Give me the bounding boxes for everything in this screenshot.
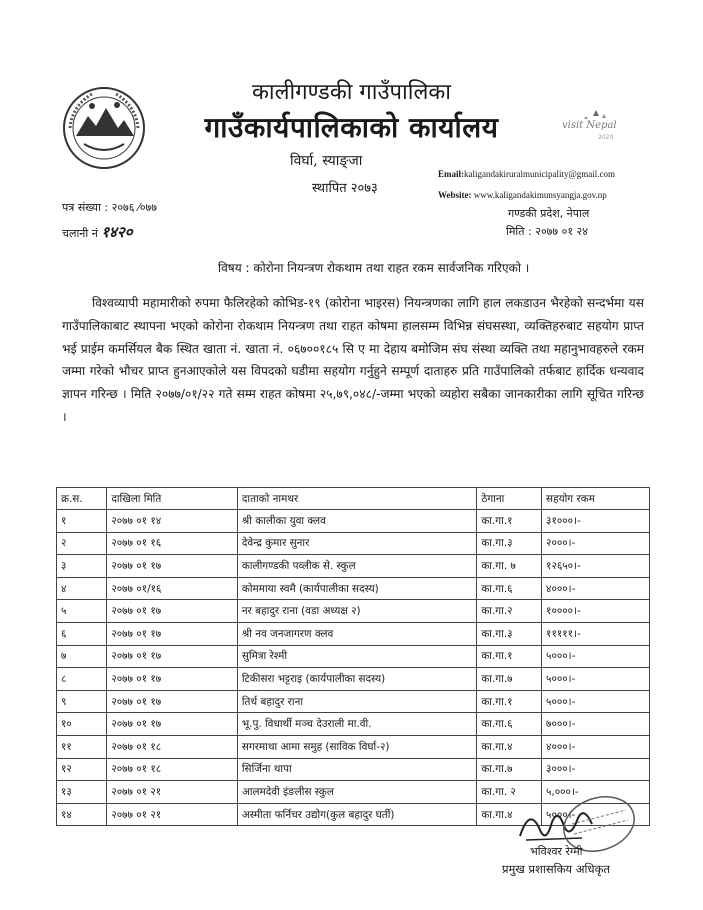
cell-date: २०७७ ०१ १७ xyxy=(107,600,238,623)
website-url: www.kaligandakimunsyangja.gov.np xyxy=(473,190,607,200)
cell-address: का.गा.७ xyxy=(477,758,542,781)
cell-sn: १ xyxy=(57,510,107,533)
cell-date: २०७७ ०१ १७ xyxy=(107,713,238,736)
cell-amount: १११११।- xyxy=(542,622,650,645)
cell-date: २०७७ ०१ १७ xyxy=(107,622,238,645)
table-row xyxy=(57,735,650,758)
cell-date: २०७७ ०१ १७ xyxy=(107,555,238,578)
cell-donor: आलमदेवी इंङलीस स्कुल xyxy=(237,781,476,804)
province: गण्डकी प्रदेश, नेपाल xyxy=(508,207,590,220)
cell-date: २०७७ ०१ १८ xyxy=(107,758,238,781)
cell-date: २०७७ ०१/१६ xyxy=(107,577,238,600)
email-label: Email: xyxy=(438,169,464,179)
cell-amount: २०००।- xyxy=(542,532,650,555)
table-row xyxy=(57,645,650,668)
table-row xyxy=(57,668,650,691)
cell-donor: कोममाया स्वमै (कार्यपालीका सदस्य) xyxy=(237,577,476,600)
cell-donor: श्री कालीका युवा क्लव xyxy=(237,510,476,533)
cell-address: का.गा.६ xyxy=(477,713,542,736)
cell-address: का.गा.२ xyxy=(477,600,542,623)
cell-address: का.गा.१ xyxy=(477,690,542,713)
table-row xyxy=(57,758,650,781)
notice-body: विश्वव्यापी महामारीको रुपमा फैलिरहेको कोभिड-१९ (कोरोना भाइरस) नियन्त्रणका लागि हाल लकडाउन भैरहेको सन्दर्भमा यस गाउँपालिकाबाट स्थापना भएको कोरोना रोकथाम नियन्त्रण तथा राहत कोषमा हालसम्म विभिन्न संघसस्था, व्यक्तिहरुबाट सहयोग प्राप्त भई प्राईम कमर्सियल बैक स्थित खाता नं. खाता नं. ०६७००१८५ सि ए मा देहाय बमोजिम संघ संस्था व्यक्ति तथा महानुभावहरुले रकम जम्मा गरेको भौचर प्राप्त हुनआएकोले यस विपदको घडीमा सहयोग गर्नुहुने सम्पूर्ण दाताहरु प्रति गाउँपालिको तर्फबाट हार्दिक धन्यवाद ज्ञापन गरिन्छ । मिति २०७७/०१/२२ गते सम्म राहत कोषमा २५,७९,०४८/-जम्मा भएको व्यहोरा सबैका जानकारीका लागि सूचित गरिन्छ । xyxy=(62,296,644,424)
cell-date: २०७७ ०१ १६ xyxy=(107,532,238,555)
email-address: kaligandakiruralmunicipality@gmail.com xyxy=(464,169,615,179)
cell-sn: ५ xyxy=(57,600,107,623)
cell-sn: ३ xyxy=(57,555,107,578)
patra-sankhya: पत्र संख्या : २०७६ ⁄०७७ xyxy=(62,201,157,214)
table-row xyxy=(57,690,650,713)
visit-nepal-year: 2020 xyxy=(598,134,614,141)
cell-donor: सुमित्रा रेश्मी xyxy=(237,645,476,668)
cell-donor: नर बहादुर राना (वडा अध्यक्ष २) xyxy=(237,600,476,623)
cell-address: का.गा.७ xyxy=(477,668,542,691)
cell-donor: भू.पु. विधार्थी मञ्च देउराली मा.वी. xyxy=(237,713,476,736)
cell-address: का.गा.३ xyxy=(477,622,542,645)
visit-nepal-text: visit Nepal xyxy=(562,120,617,131)
cell-amount: ५०००।- xyxy=(542,690,650,713)
cell-donor: देवेन्द्र कुमार सुनार xyxy=(237,532,476,555)
cell-sn: १० xyxy=(57,713,107,736)
col-header-donor: दाताको नामथर xyxy=(237,488,476,510)
table-row xyxy=(57,510,650,533)
cell-donor: अस्मीता फर्निचर उद्योग(कुल बहादुर घर्ती) xyxy=(237,803,476,826)
cell-date: २०७७ ०१ १७ xyxy=(107,645,238,668)
chalani-line xyxy=(62,222,133,242)
cell-date: २०७७ ०१ १८ xyxy=(107,735,238,758)
office-address: विर्घा, स्याङ्जा xyxy=(290,153,363,169)
signer-name: भविश्वर रेग्मी xyxy=(530,845,583,858)
signer-title: प्रमुख प्रशासकिय अधिकृत xyxy=(502,862,610,876)
cell-amount: ४०००।- xyxy=(542,577,650,600)
subject-line: विषय : कोरोना नियन्त्रण रोकथाम तथा राहत रकम सार्वजनिक गरिएको । xyxy=(218,261,530,275)
cell-amount: ५०००।- xyxy=(542,803,650,826)
table-row xyxy=(57,577,650,600)
cell-address: का.गा.१ xyxy=(477,510,542,533)
table-row xyxy=(57,622,650,645)
cell-address: का.गा. २ xyxy=(477,781,542,804)
table-body xyxy=(57,510,650,826)
cell-donor: सगरमाथा आमा समुह (साविक विर्घा-२) xyxy=(237,735,476,758)
cell-date: २०७७ ०१ २१ xyxy=(107,781,238,804)
cell-address: का.गा.४ xyxy=(477,803,542,826)
cell-address: का.गा.६ xyxy=(477,577,542,600)
cell-sn: ४ xyxy=(57,577,107,600)
cell-amount: ४०००।- xyxy=(542,735,650,758)
cell-donor: सिर्जिना थापा xyxy=(237,758,476,781)
cell-sn: ६ xyxy=(57,622,107,645)
table-row xyxy=(57,555,650,578)
municipality-name: कालीगण्डकी गाउँपालिका xyxy=(252,80,451,105)
cell-address: का.गा.४ xyxy=(477,735,542,758)
cell-amount: ३१०००।- xyxy=(542,510,650,533)
cell-amount: ५०००।- xyxy=(542,645,650,668)
cell-sn: २ xyxy=(57,532,107,555)
cell-donor: तिर्थ बहादुर राना xyxy=(237,690,476,713)
col-header-date: दाखिला मिति xyxy=(107,488,238,510)
chalani-number: १४२० xyxy=(101,223,133,241)
office-title: गाउँकार्यपालिकाको कार्यालय xyxy=(204,111,499,144)
cell-donor: टिकीसरा भट्टराइ (कार्यपालीका सदस्य) xyxy=(237,668,476,691)
email-line xyxy=(438,169,615,179)
cell-address: का.गा.३ xyxy=(477,532,542,555)
website-label: Website: xyxy=(438,190,472,200)
cell-sn: १४ xyxy=(57,803,107,826)
cell-sn: ७ xyxy=(57,645,107,668)
cell-sn: ११ xyxy=(57,735,107,758)
cell-address: का.गा. ७ xyxy=(477,555,542,578)
established-year: स्थापित २०७३ xyxy=(312,181,378,196)
table-row xyxy=(57,532,650,555)
table-row xyxy=(57,713,650,736)
col-header-address: ठेगाना xyxy=(477,488,542,510)
cell-date: २०७७ ०१ १७ xyxy=(107,690,238,713)
letter-date: मिति : २०७७ ०१ २४ xyxy=(506,225,588,238)
col-header-sn: क्र.स. xyxy=(57,488,107,510)
cell-date: २०७७ ०१ १७ xyxy=(107,668,238,691)
cell-sn: ९ xyxy=(57,690,107,713)
chalani-label: चलानी नं xyxy=(62,227,98,240)
cell-amount: ५,०००।- xyxy=(542,781,650,804)
cell-date: २०७७ ०१ २१ xyxy=(107,803,238,826)
table-row xyxy=(57,600,650,623)
website-line xyxy=(438,190,607,200)
cell-amount: ७०००।- xyxy=(542,713,650,736)
cell-amount: १२६५०।- xyxy=(542,555,650,578)
cell-sn: १२ xyxy=(57,758,107,781)
cell-address: का.गा.१ xyxy=(477,645,542,668)
cell-sn: १३ xyxy=(57,781,107,804)
donation-table xyxy=(56,487,650,826)
table-header-row xyxy=(57,488,650,510)
cell-amount: ३०००।- xyxy=(542,758,650,781)
cell-date: २०७७ ०१ १४ xyxy=(107,510,238,533)
cell-sn: ८ xyxy=(57,668,107,691)
cell-donor: श्री नव जनजागरण क्लव xyxy=(237,622,476,645)
cell-amount: ५०००।- xyxy=(542,668,650,691)
cell-donor: कालीगण्डकी पव्लीक से. स्कुल xyxy=(237,555,476,578)
cell-amount: १००००।- xyxy=(542,600,650,623)
col-header-amount: सहयोग रकम xyxy=(542,488,650,510)
